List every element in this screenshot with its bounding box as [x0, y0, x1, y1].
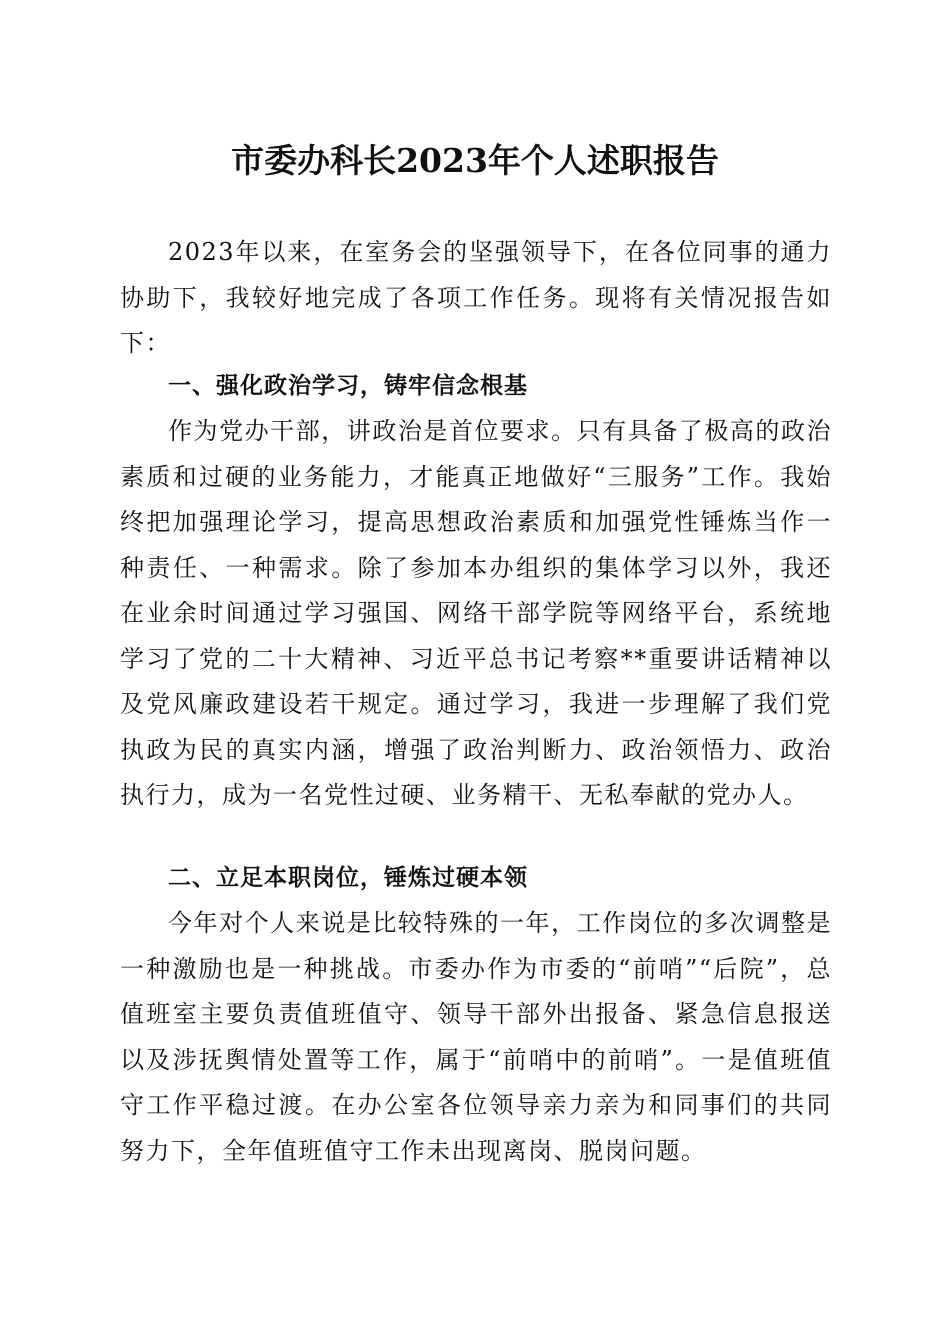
- section-heading-1: 一、强化政治学习，铸牢信念根基: [168, 373, 528, 399]
- section-paragraph-2: 今年对个人来说是比较特殊的一年，工作岗位的多次调整是一种激励也是一种挑战。市委办作为市委的“前哨”“后院”，总值班室主要负责值班值守、领导干部外出报备、紧急信息报送以及涉抚舆情处置等工作，属于“前哨中的前哨”。一是值班值守工作平稳过渡。在办公室各位领导亲力亲为和同事们的共同努力下，全年值班值守工作未出现离岗、脱岗问题。: [120, 909, 832, 1165]
- document-title: 市委办科长2023年个人述职报告: [231, 141, 719, 180]
- intro-paragraph: 2023年以来，在室务会的坚强领导下，在各位同事的通力协助下，我较好地完成了各项工作任务。现将有关情况报告如下：: [120, 238, 832, 357]
- section-heading-2: 二、立足本职岗位，锤炼过硬本领: [168, 865, 528, 891]
- section-paragraph-1: 作为党办干部，讲政治是首位要求。只有具备了极高的政治素质和过硬的业务能力，才能真正地做好“三服务”工作。我始终把加强理论学习，提高思想政治素质和加强党性锤炼当作一种责任、一种需求。除了参加本办组织的集体学习以外，我还在业余时间通过学习强国、网络干部学院等网络平台，系统地学习了党的二十大精神、习近平总书记考察**重要讲话精神以及党风廉政建设若干规定。通过学习，我进一步理解了我们党执政为民的真实内涵，增强了政治判断力、政治领悟力、政治执行力，成为一名党性过硬、业务精干、无私奉献的党办人。: [120, 417, 832, 809]
